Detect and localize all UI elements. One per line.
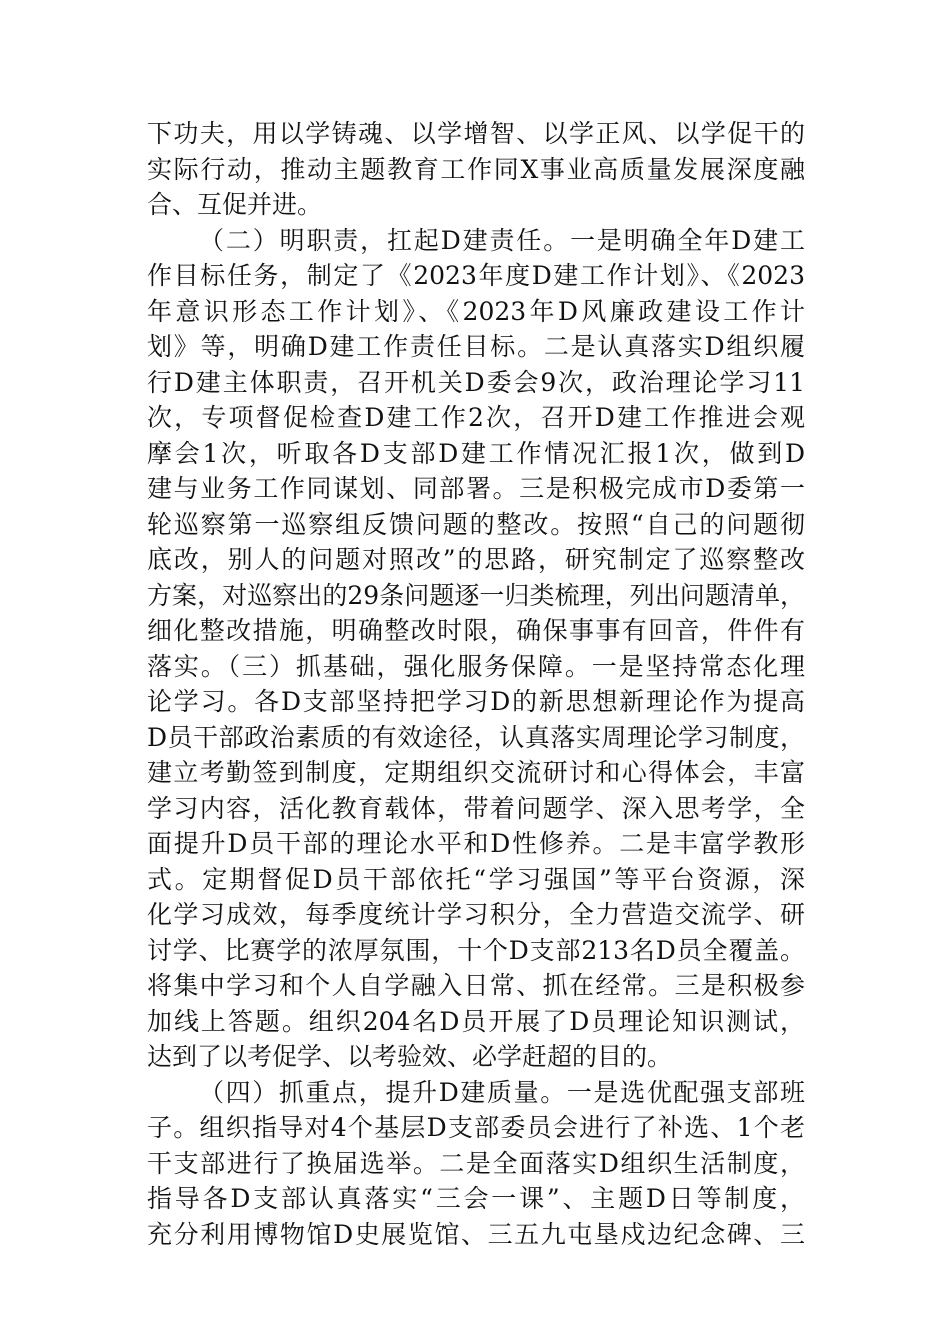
text-line: 加线上答题。组织204名D员开展了D员理论知识测试， [147, 1006, 805, 1036]
text-line: 行D建主体职责，召开机关D委会9次，政治理论学习11 [147, 367, 805, 397]
text-line: 达到了以考促学、以考验效、必学赶超的目的。 [147, 1042, 673, 1071]
text-line: 细化整改措施，明确整改时限，确保事事有回音，件件有 [147, 616, 805, 645]
text-line: 年意识形态工作计划》、《2023年D风廉政建设工作计 [147, 296, 805, 326]
text-line: 学习内容，活化教育载体，带着问题学、深入思考学，全 [147, 793, 805, 823]
text-line: D员干部政治素质的有效途径，认真落实周理论学习制度， [147, 722, 805, 752]
text-line: 作目标任务，制定了《2023年度D建工作计划》、《2023 [147, 261, 805, 290]
text-line: 轮巡察第一巡察组反馈问题的整改。按照“自己的问题彻 [147, 509, 805, 539]
text-line: 将集中学习和个人自学融入日常、抓在经常。三是积极参 [147, 971, 805, 1000]
text-line: 干支部进行了换届选举。二是全面落实D组织生活制度， [147, 1148, 805, 1178]
document-body [147, 116, 805, 1252]
text-line: （二）明职责，扛起D建责任。一是明确全年D建工 [199, 225, 805, 255]
text-line: 充分利用博物馆D史展览馆、三五九屯垦戍边纪念碑、三 [147, 1219, 805, 1249]
text-line: 化学习成效，每季度统计学习积分，全力营造交流学、研 [147, 900, 805, 929]
text-line: 建立考勤签到制度，定期组织交流研讨和心得体会，丰富 [147, 758, 805, 787]
text-line: 面提升D员干部的理论水平和D性修养。二是丰富学教形 [147, 829, 805, 858]
text-line: 落实。（三）抓基础，强化服务保障。一是坚持常态化理 [147, 651, 805, 681]
text-line: 指导各D支部认真落实“三会一课”、主题D日等制度， [147, 1184, 805, 1213]
text-line: 合、互促并进。 [147, 190, 323, 219]
text-line: 论学习。各D支部坚持把学习D的新思想新理论作为提高 [147, 687, 805, 716]
text-line: 实际行动，推动主题教育工作同X事业高质量发展深度融 [147, 154, 805, 184]
text-line: （四）抓重点，提升D建质量。一是选优配强支部班 [199, 1077, 805, 1107]
text-line: 次，专项督促检查D建工作2次，召开D建工作推进会观 [147, 403, 805, 432]
text-line: 讨学、比赛学的浓厚氛围，十个D支部213名D员全覆盖。 [147, 935, 805, 965]
text-line: 子。组织指导对4个基层D支部委员会进行了补选、1个老 [147, 1113, 805, 1142]
text-line: 摩会1次，听取各D支部D建工作情况汇报1次，做到D [147, 438, 805, 468]
text-line: 方案，对巡察出的29条问题逐一归类梳理，列出问题清单， [147, 580, 805, 610]
text-line: 下功夫，用以学铸魂、以学增智、以学正风、以学促干的 [147, 119, 805, 148]
text-line: 划》等，明确D建工作责任目标。二是认真落实D组织履 [147, 332, 805, 361]
text-line: 底改，别人的问题对照改”的思路，研究制定了巡察整改 [147, 545, 805, 574]
text-line: 建与业务工作同谋划、同部署。三是积极完成市D委第一 [147, 474, 805, 503]
text-line: 式。定期督促D员干部依托“学习强国”等平台资源，深 [147, 864, 805, 894]
